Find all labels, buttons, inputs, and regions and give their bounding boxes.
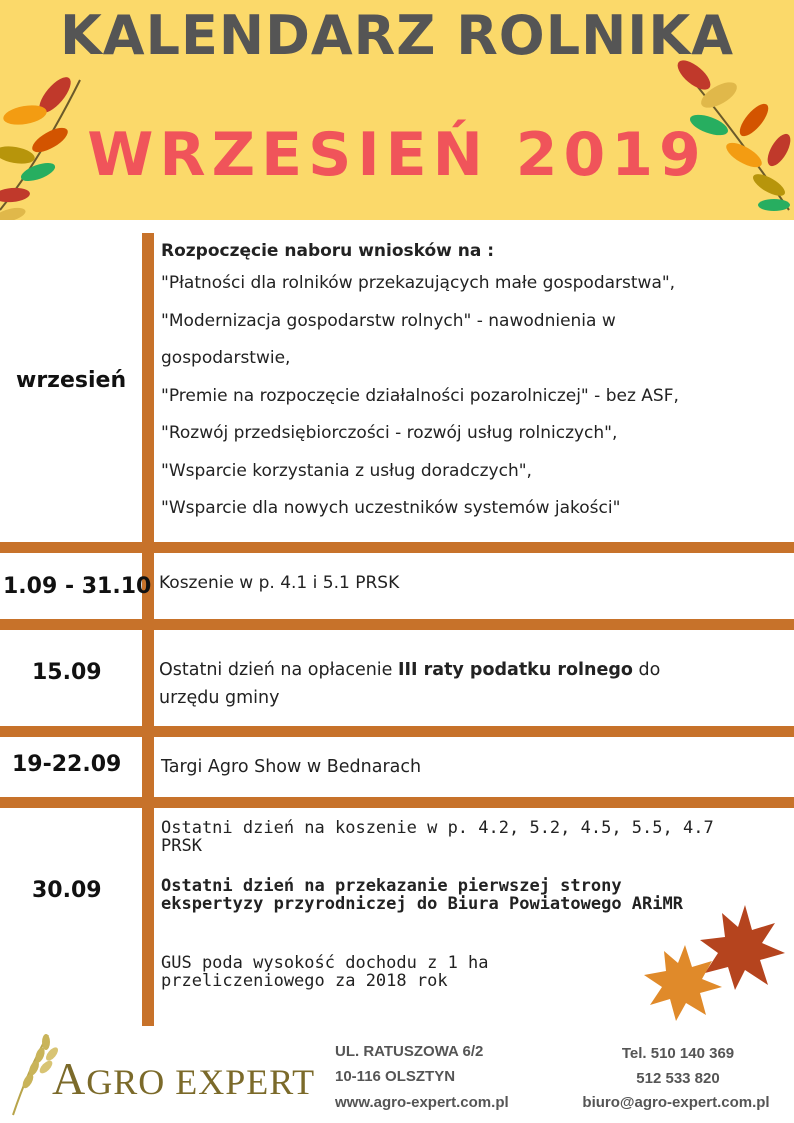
list-item: "Wsparcie korzystania z usług doradczych", (161, 460, 532, 481)
website-link[interactable]: www.agro-expert.com.pl (335, 1094, 509, 1111)
list-item: "Wsparcie dla nowych uczestników systemów jakości" (161, 498, 621, 518)
header-banner (0, 0, 794, 220)
row-date: wrzesień (16, 368, 127, 393)
row-content: Targi Agro Show w Bednarach (161, 757, 422, 777)
list-item: "Modernizacja gospodarstw rolnych" - nawodnienia w (161, 310, 616, 331)
row-divider (0, 797, 794, 808)
page-title: KALENDARZ ROLNIKA (59, 4, 735, 67)
row-paragraph: GUS poda wysokość dochodu z 1 ha przeliczeniowego za 2018 rok (161, 953, 489, 991)
row-text-part: do urzędu gminy (159, 660, 661, 708)
row-content: Koszenie w p. 4.1 i 5.1 PRSK (159, 573, 400, 593)
row-divider (0, 726, 794, 737)
address-street: UL. RATUSZOWA 6/2 (335, 1043, 484, 1060)
logo (52, 1052, 315, 1105)
maple-leaves-icon (640, 895, 790, 1025)
row-content (161, 233, 679, 528)
row-date: 15.09 (32, 660, 102, 685)
list-item: "Premie na rozpoczęcie działalności pozarolniczej" - bez ASF, (161, 385, 679, 406)
phone-number: 512 533 820 (636, 1070, 720, 1087)
row-divider (0, 542, 794, 553)
list-item: "Płatności dla rolników przekazujących małe gospodarstwa", (161, 273, 676, 293)
phone-number: Tel. 510 140 369 (621, 1045, 735, 1062)
row-divider (0, 619, 794, 630)
row-text-part: Ostatni dzień na opłacenie (159, 660, 398, 680)
logo-initial: A (52, 1053, 87, 1104)
page-subtitle: WRZESIEŃ 2019 (87, 120, 707, 190)
row-heading: Rozpoczęcie naboru wniosków na : (161, 241, 495, 261)
row-date: 30.09 (32, 878, 102, 903)
list-item: gospodarstwie, (161, 348, 291, 368)
logo-name: GRO EXPERT (86, 1062, 316, 1102)
row-date: 1.09 - 31.10 (3, 574, 152, 599)
list-item: "Rozwój przedsiębiorczości - rozwój usług rolniczych", (161, 423, 618, 443)
row-paragraph: Ostatni dzień na przekazanie pierwszej strony ekspertyzy przyrodniczej do Biura Powiatowego ARiMR (161, 876, 683, 914)
row-date: 19-22.09 (12, 752, 122, 777)
email-link[interactable]: biuro@agro-expert.com.pl (582, 1094, 770, 1111)
row-text-bold: III raty podatku rolnego (398, 660, 633, 680)
row-paragraph: Ostatni dzień na koszenie w p. 4.2, 5.2, 4.5, 5.5, 4.7 PRSK (161, 818, 714, 856)
row-content (159, 656, 719, 712)
address-city: 10-116 OLSZTYN (335, 1068, 456, 1085)
